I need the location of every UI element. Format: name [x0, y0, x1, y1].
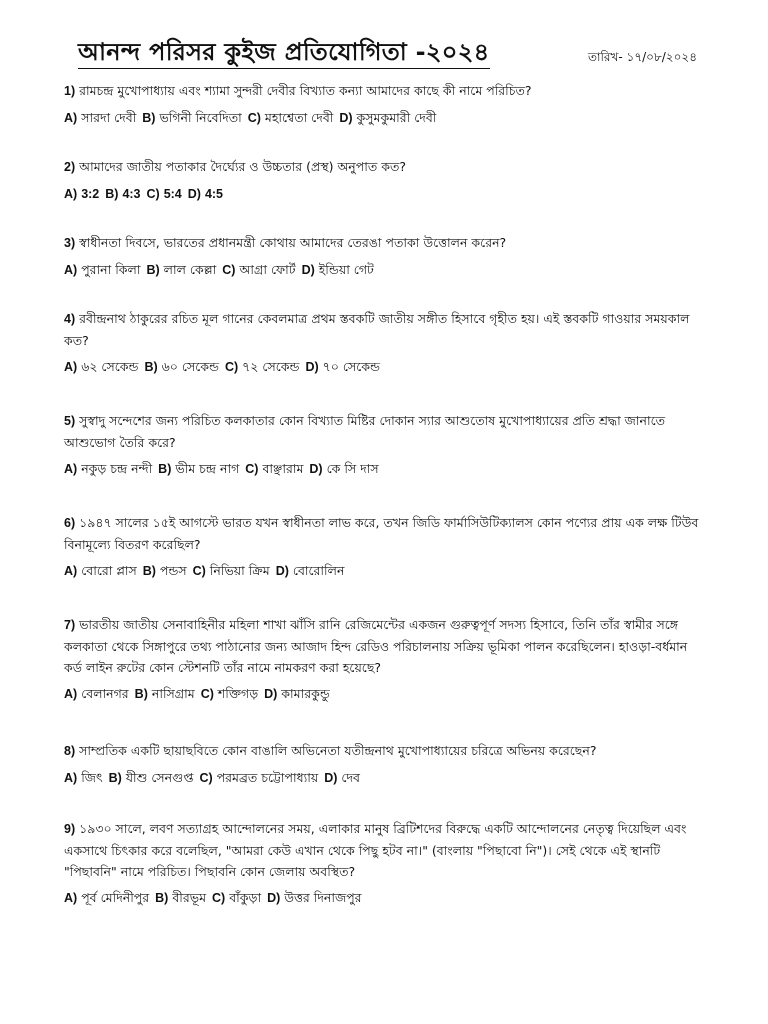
option-b: B) যীশু সেনগুপ্ত: [108, 770, 194, 785]
option-d: D) ইন্ডিয়া গেট: [301, 262, 374, 277]
question-number: 6): [64, 516, 76, 530]
option-c: C) বাঞ্ছারাম: [245, 461, 304, 476]
question-number: 9): [64, 822, 76, 836]
option-a: A) বেলানগর: [64, 686, 129, 701]
option-a: A) পুরানা কিলা: [64, 262, 141, 277]
option-d: D) বোরোলিন: [275, 563, 345, 578]
option-a: A) 3:2: [64, 187, 100, 201]
option-b: B) লাল কেল্লা: [146, 262, 217, 277]
question-number: 2): [64, 160, 76, 174]
question-7: [64, 614, 704, 705]
option-c: C) বাঁকুড়া: [212, 890, 262, 905]
question-8: [64, 740, 704, 789]
option-c: C) মহাশ্বেতা দেবী: [247, 110, 334, 125]
question-2: [64, 156, 704, 205]
option-c: C) নিভিয়া ক্রিম: [192, 563, 270, 578]
option-a: A) পূর্ব মেদিনীপুর: [64, 890, 150, 905]
question-text: রবীন্দ্রনাথ ঠাকুরের রচিত মূল গানের কেবলমাত্র প্রথম স্তবকটি জাতীয় সঙ্গীত হিসাবে গৃহীত হয়। এই স্তবকটি গাওয়ার সময়কাল কত?: [64, 311, 690, 348]
options-row: [64, 356, 704, 378]
option-c: C) শক্তিগড়: [200, 686, 259, 701]
option-b: B) 4:3: [105, 187, 141, 201]
option-b: B) পন্ডস: [142, 563, 187, 578]
question-number: 1): [64, 84, 76, 98]
option-d: D) ৭০ সেকেন্ড: [305, 359, 380, 374]
question-text: সুস্বাদু সন্দেশের জন্য পরিচিত কলকাতার কোন বিখ্যাত মিষ্টির দোকান স্যার আশুতোষ মুখোপাধ্যায়ের প্রতি শ্রদ্ধা জানাতে আশুভোগ তৈরি করে?: [64, 413, 665, 450]
page-title: আনন্দ পরিসর কুইজ প্রতিযোগিতা -২০২৪: [78, 38, 490, 69]
question-number: 3): [64, 236, 76, 250]
option-d: D) কে সি দাস: [309, 461, 379, 476]
option-b: B) ৬০ সেকেন্ড: [144, 359, 219, 374]
option-c: C) পরমব্রত চট্টোপাধ্যায়: [199, 770, 319, 785]
option-d: D) কামারকুন্ডু: [264, 686, 330, 701]
option-c: C) ৭২ সেকেন্ড: [224, 359, 300, 374]
option-a: A) নকুড় চন্দ্র নন্দী: [64, 461, 153, 476]
option-d: D) কুসুমকুমারী দেবী: [339, 110, 437, 125]
question-6: [64, 512, 704, 582]
options-row: [64, 683, 704, 705]
options-row: [64, 458, 704, 480]
question-3: [64, 232, 704, 281]
option-a: A) বোরো প্লাস: [64, 563, 137, 578]
option-c: C) 5:4: [146, 187, 182, 201]
option-b: B) ভগিনী নিবেদিতা: [142, 110, 242, 125]
option-d: D) 4:5: [187, 187, 224, 201]
question-9: [64, 818, 704, 909]
options-row: [64, 183, 704, 205]
question-text: আমাদের জাতীয় পতাকার দৈর্ঘ্যের ও উচ্চতার (প্রস্থ) অনুপাত কত?: [79, 159, 406, 174]
option-a: A) ৬২ সেকেন্ড: [64, 359, 139, 374]
option-b: B) নাসিগ্রাম: [134, 686, 195, 701]
question-5: [64, 410, 704, 480]
option-d: D) উত্তর দিনাজপুর: [267, 890, 362, 905]
question-text: সাম্প্রতিক একটি ছায়াছবিতে কোন বাঙালি অভিনেতা যতীন্দ্রনাথ মুখোপাধ্যায়ের চরিত্রে অভিনয় করেছেন?: [79, 743, 597, 758]
options-row: [64, 887, 704, 909]
question-4: [64, 308, 704, 378]
options-row: [64, 259, 704, 281]
option-a: A) জিৎ: [64, 770, 103, 785]
question-number: 4): [64, 312, 76, 326]
question-text: ভারতীয় জাতীয় সেনাবাহিনীর মহিলা শাখা ঝাঁসি রানি রেজিমেন্টের একজন গুরুত্বপূর্ণ সদস্য হিসাবে, তিনি তাঁর স্বামীর সঙ্গে কলকাতা থেকে সিঙ্গাপুরে তথ্য পাঠানোর জন্য আজাদ হিন্দ রেডিও পরিচালনায় সক্রিয় ভূমিকা পালন করেছিলেন। হাওড়া-বর্ধমান কর্ড লাইন রুটের কোন স্টেশনটি তাঁর নামে নামকরণ করা হয়েছে?: [64, 617, 688, 675]
question-text: রামচন্দ্র মুখোপাধ্যায় এবং শ্যামা সুন্দরী দেবীর বিখ্যাত কন্যা আমাদের কাছে কী নামে পরিচিত?: [79, 83, 532, 98]
options-row: [64, 767, 704, 789]
question-1: [64, 80, 704, 129]
option-b: B) ভীম চন্দ্র নাগ: [158, 461, 240, 476]
quiz-date: তারিখ- ১৭/০৮/২০২৪: [588, 50, 698, 64]
question-number: 5): [64, 414, 76, 428]
question-text: স্বাধীনতা দিবসে, ভারতের প্রধানমন্ত্রী কোথায় আমাদের তেরঙা পতাকা উত্তোলন করেন?: [79, 235, 507, 250]
options-row: [64, 560, 704, 582]
question-number: 7): [64, 618, 76, 632]
option-d: D) দেব: [324, 770, 360, 785]
option-b: B) বীরভূম: [155, 890, 207, 905]
question-number: 8): [64, 744, 76, 758]
question-text: ১৯৩০ সালে, লবণ সত্যাগ্রহ আন্দোলনের সময়, এলাকার মানুষ ব্রিটিশদের বিরুদ্ধে একটি আন্দোলনের নেতৃত্ব দিয়েছিল এবং একসাথে চিৎকার করে বলেছিল, "আমরা কেউ এখান থেকে পিছু হটব না।" (বাংলায় "পিছাবো নি")। সেই থেকে এই স্থানটি "পিছাবনি" নামে পরিচিত। পিছাবনি কোন জেলায় অবস্থিত?: [64, 821, 687, 879]
option-a: A) সারদা দেবী: [64, 110, 137, 125]
question-text: ১৯৪৭ সালের ১৫ই আগস্টে ভারত যখন স্বাধীনতা লাভ করে, তখন জিডি ফার্মাসিউটিক্যালস কোন পণ্যের প্রায় এক লক্ষ টিউব বিনামূল্যে বিতরণ করেছিল?: [64, 515, 699, 552]
options-row: [64, 107, 704, 129]
option-c: C) আগ্রা ফোর্ট: [222, 262, 296, 277]
